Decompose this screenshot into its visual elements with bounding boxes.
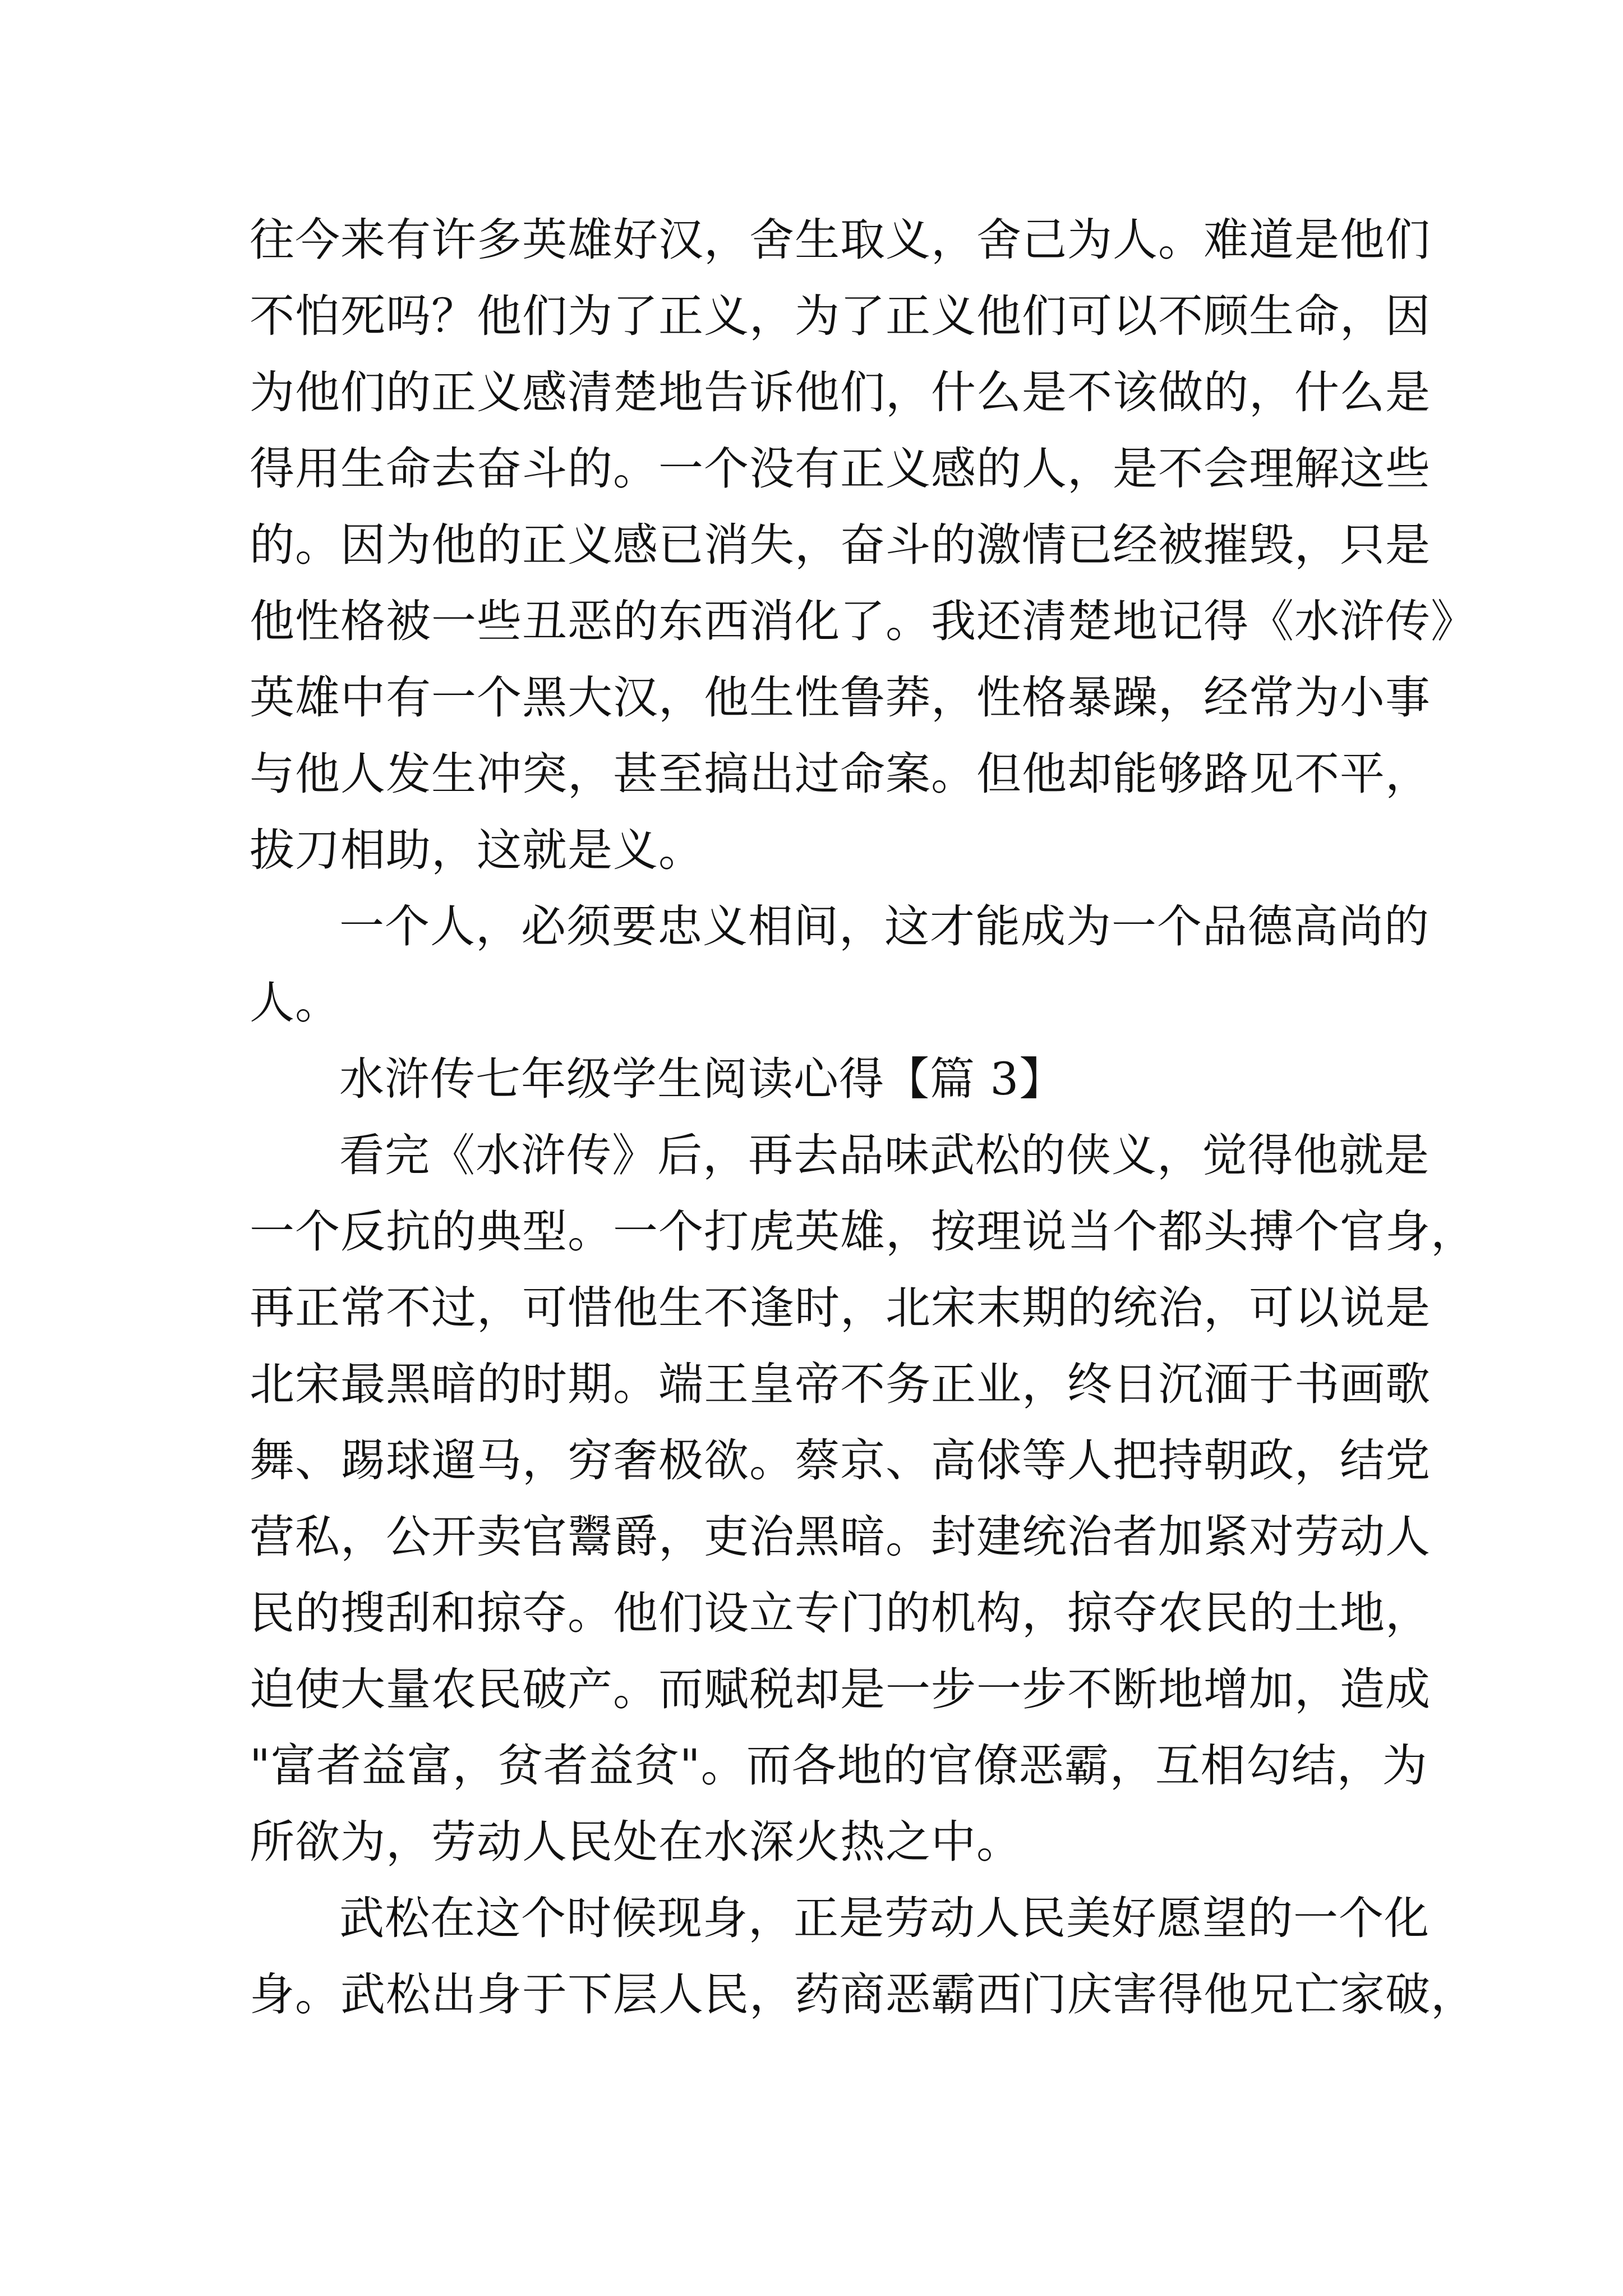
text-line: 民的搜刮和掠夺。他们设立专门的机构，掠夺农民的土地， [250, 1587, 1431, 1639]
text-line: 一个人，必须要忠义相间，这才能成为一个品德高尚的 [339, 900, 1430, 953]
text-line: 的。因为他的正义感已消失，奋斗的激情已经被摧毁，只是 [250, 519, 1431, 571]
text-line: 人。 [250, 977, 340, 1029]
text-line: 所欲为，劳动人民处在水深火热之中。 [250, 1816, 1022, 1868]
text-line: 得用生命去奋斗的。一个没有正义感的人，是不会理解这些 [250, 443, 1431, 495]
text-line: 不怕死吗？他们为了正义，为了正义他们可以不顾生命，因 [250, 290, 1431, 342]
paragraph-4 [250, 1880, 1476, 2033]
text-line: 身。武松出身于下层人民，药商恶霸西门庆害得他兄亡家破， [250, 1968, 1476, 2021]
section-heading [250, 1041, 1382, 1117]
text-line: 武松在这个时候现身，正是劳动人民美好愿望的一个化 [339, 1892, 1430, 1944]
text-line: 迫使大量农民破产。而赋税却是一步一步不断地增加，造成 [250, 1663, 1431, 1715]
text-line: 英雄中有一个黑大汉，他生性鲁莽，性格暴躁，经常为小事 [250, 671, 1431, 724]
section-title: 水浒传七年级学生阅读心得【篇 3】 [339, 1053, 1065, 1105]
text-line: 他性格被一些丑恶的东西消化了。我还清楚地记得《水浒传》 [250, 595, 1476, 647]
text-line: 再正常不过，可惜他生不逢时，北宋末期的统治，可以说是 [250, 1282, 1431, 1334]
text-line: 北宋最黑暗的时期。端王皇帝不务正业，终日沉湎于书画歌 [250, 1358, 1431, 1410]
document-body [250, 202, 1476, 2033]
paragraph-2 [250, 889, 1430, 1041]
text-line: 舞、踢球遛马，穷奢极欲。蔡京、高俅等人把持朝政，结党 [250, 1434, 1431, 1487]
text-line: 一个反抗的典型。一个打虎英雄，按理说当个都头搏个官身， [250, 1205, 1476, 1258]
paragraph-1 [250, 202, 1476, 889]
paragraph-3 [250, 1117, 1476, 1880]
text-line: 往今来有许多英雄好汉，舍生取义，舍己为人。难道是他们 [250, 214, 1431, 266]
text-line: 为他们的正义感清楚地告诉他们，什么是不该做的，什么是 [250, 366, 1431, 418]
text-line: 拔刀相助，这就是义。 [250, 824, 704, 876]
text-line: 营私，公开卖官鬻爵，吏治黑暗。封建统治者加紧对劳动人 [250, 1511, 1431, 1563]
text-line: 与他人发生冲突，甚至搞出过命案。但他却能够路见不平， [250, 748, 1431, 800]
text-line: "富者益富，贫者益贫"。而各地的官僚恶霸，互相勾结，为 [250, 1740, 1428, 1792]
text-line: 看完《水浒传》后，再去品味武松的侠义，觉得他就是 [339, 1129, 1430, 1181]
